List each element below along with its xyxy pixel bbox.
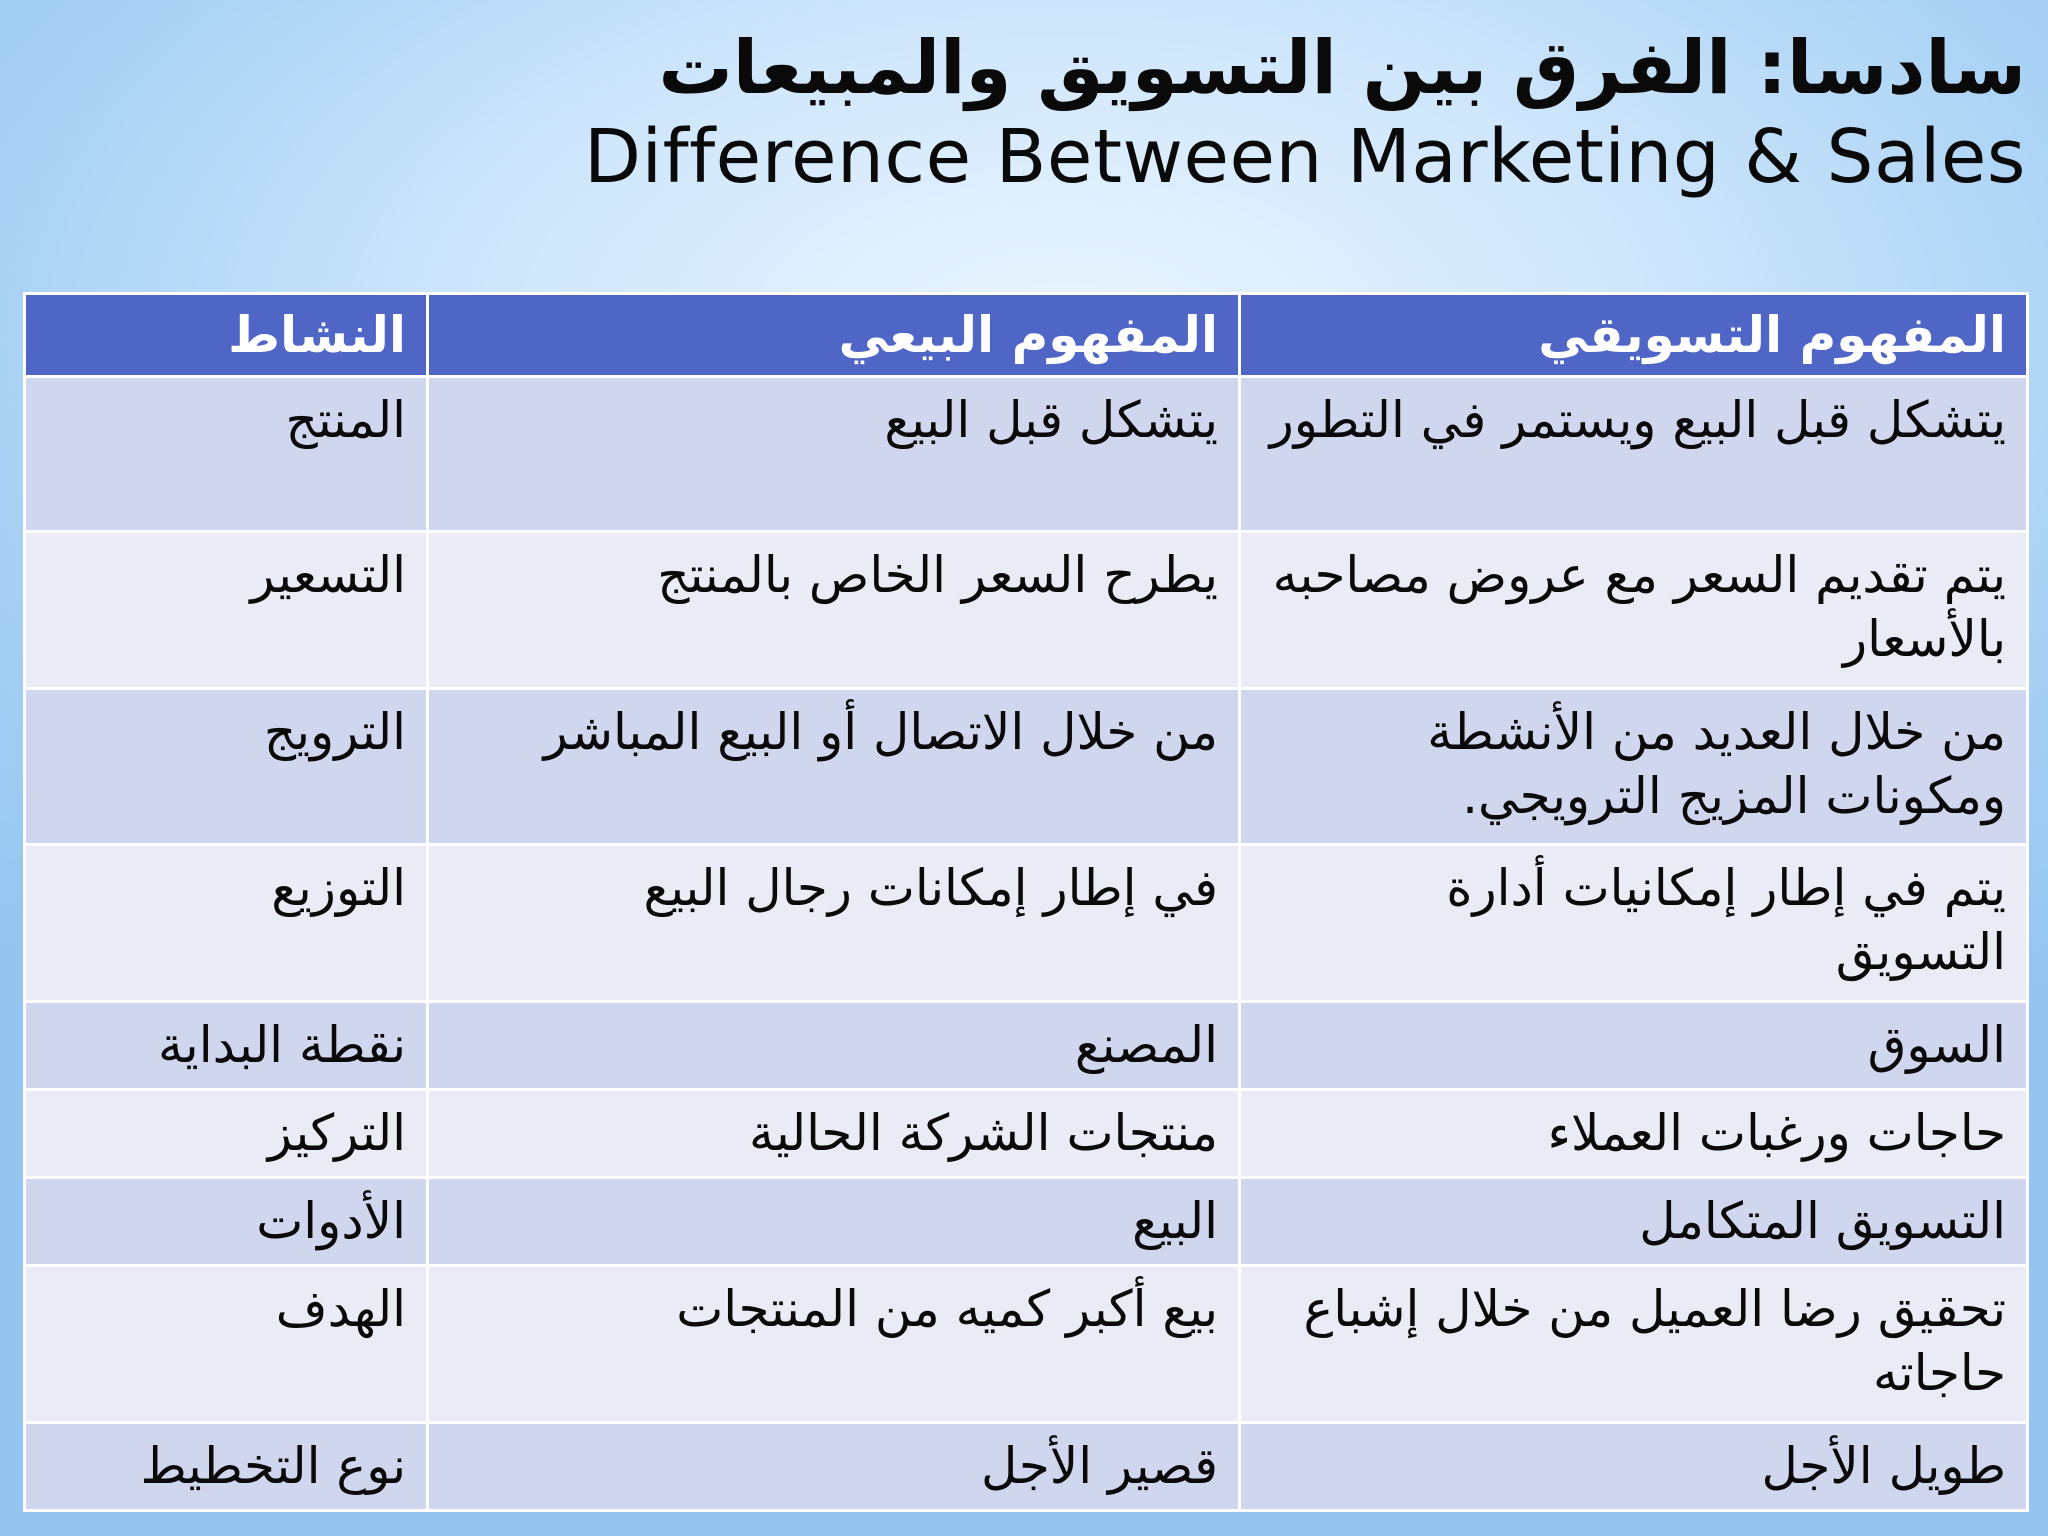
slide-title-english: Difference Between Marketing & Sales [584, 114, 2026, 200]
cell-sales: قصير الأجل [428, 1423, 1240, 1511]
cell-sales: من خلال الاتصال أو البيع المباشر [428, 689, 1240, 845]
header-marketing-concept: المفهوم التسويقي [1240, 294, 2028, 377]
comparison-table [23, 292, 2029, 1512]
cell-activity: الأدوات [25, 1178, 428, 1266]
cell-marketing: طويل الأجل [1240, 1423, 2028, 1511]
slide-title-block [584, 22, 2026, 200]
cell-sales: يطرح السعر الخاص بالمنتج [428, 532, 1240, 689]
table-row [25, 1002, 2028, 1090]
table-row [25, 377, 2028, 532]
cell-marketing: التسويق المتكامل [1240, 1178, 2028, 1266]
table-row [25, 1090, 2028, 1178]
cell-activity: المنتج [25, 377, 428, 532]
cell-marketing: السوق [1240, 1002, 2028, 1090]
cell-marketing: من خلال العديد من الأنشطة ومكونات المزيج الترويجي. [1240, 689, 2028, 845]
cell-marketing: يتم تقديم السعر مع عروض مصاحبه بالأسعار [1240, 532, 2028, 689]
cell-sales: البيع [428, 1178, 1240, 1266]
cell-activity: التوزيع [25, 845, 428, 1002]
cell-marketing: تحقيق رضا العميل من خلال إشباع حاجاته [1240, 1266, 2028, 1423]
table-row [25, 845, 2028, 1002]
cell-sales: في إطار إمكانات رجال البيع [428, 845, 1240, 1002]
cell-activity: التركيز [25, 1090, 428, 1178]
cell-activity: نوع التخطيط [25, 1423, 428, 1511]
cell-marketing: يتشكل قبل البيع ويستمر في التطور [1240, 377, 2028, 532]
table-row [25, 689, 2028, 845]
table-body [25, 377, 2028, 1511]
slide-title-arabic: سادسا: الفرق بين التسويق والمبيعات [658, 25, 2026, 111]
cell-sales: المصنع [428, 1002, 1240, 1090]
cell-activity: الهدف [25, 1266, 428, 1423]
cell-activity: التسعير [25, 532, 428, 689]
cell-activity: الترويج [25, 689, 428, 845]
header-sales-concept: المفهوم البيعي [428, 294, 1240, 377]
table-row [25, 532, 2028, 689]
cell-marketing: يتم في إطار إمكانيات أدارة التسويق [1240, 845, 2028, 1002]
table-row [25, 1178, 2028, 1266]
header-activity: النشاط [25, 294, 428, 377]
cell-marketing: حاجات ورغبات العملاء [1240, 1090, 2028, 1178]
table-row [25, 1266, 2028, 1423]
cell-activity: نقطة البداية [25, 1002, 428, 1090]
table-row [25, 1423, 2028, 1511]
cell-sales: بيع أكبر كميه من المنتجات [428, 1266, 1240, 1423]
cell-sales: يتشكل قبل البيع [428, 377, 1240, 532]
cell-sales: منتجات الشركة الحالية [428, 1090, 1240, 1178]
comparison-table-container [23, 292, 2026, 1512]
table-header-row [25, 294, 2028, 377]
